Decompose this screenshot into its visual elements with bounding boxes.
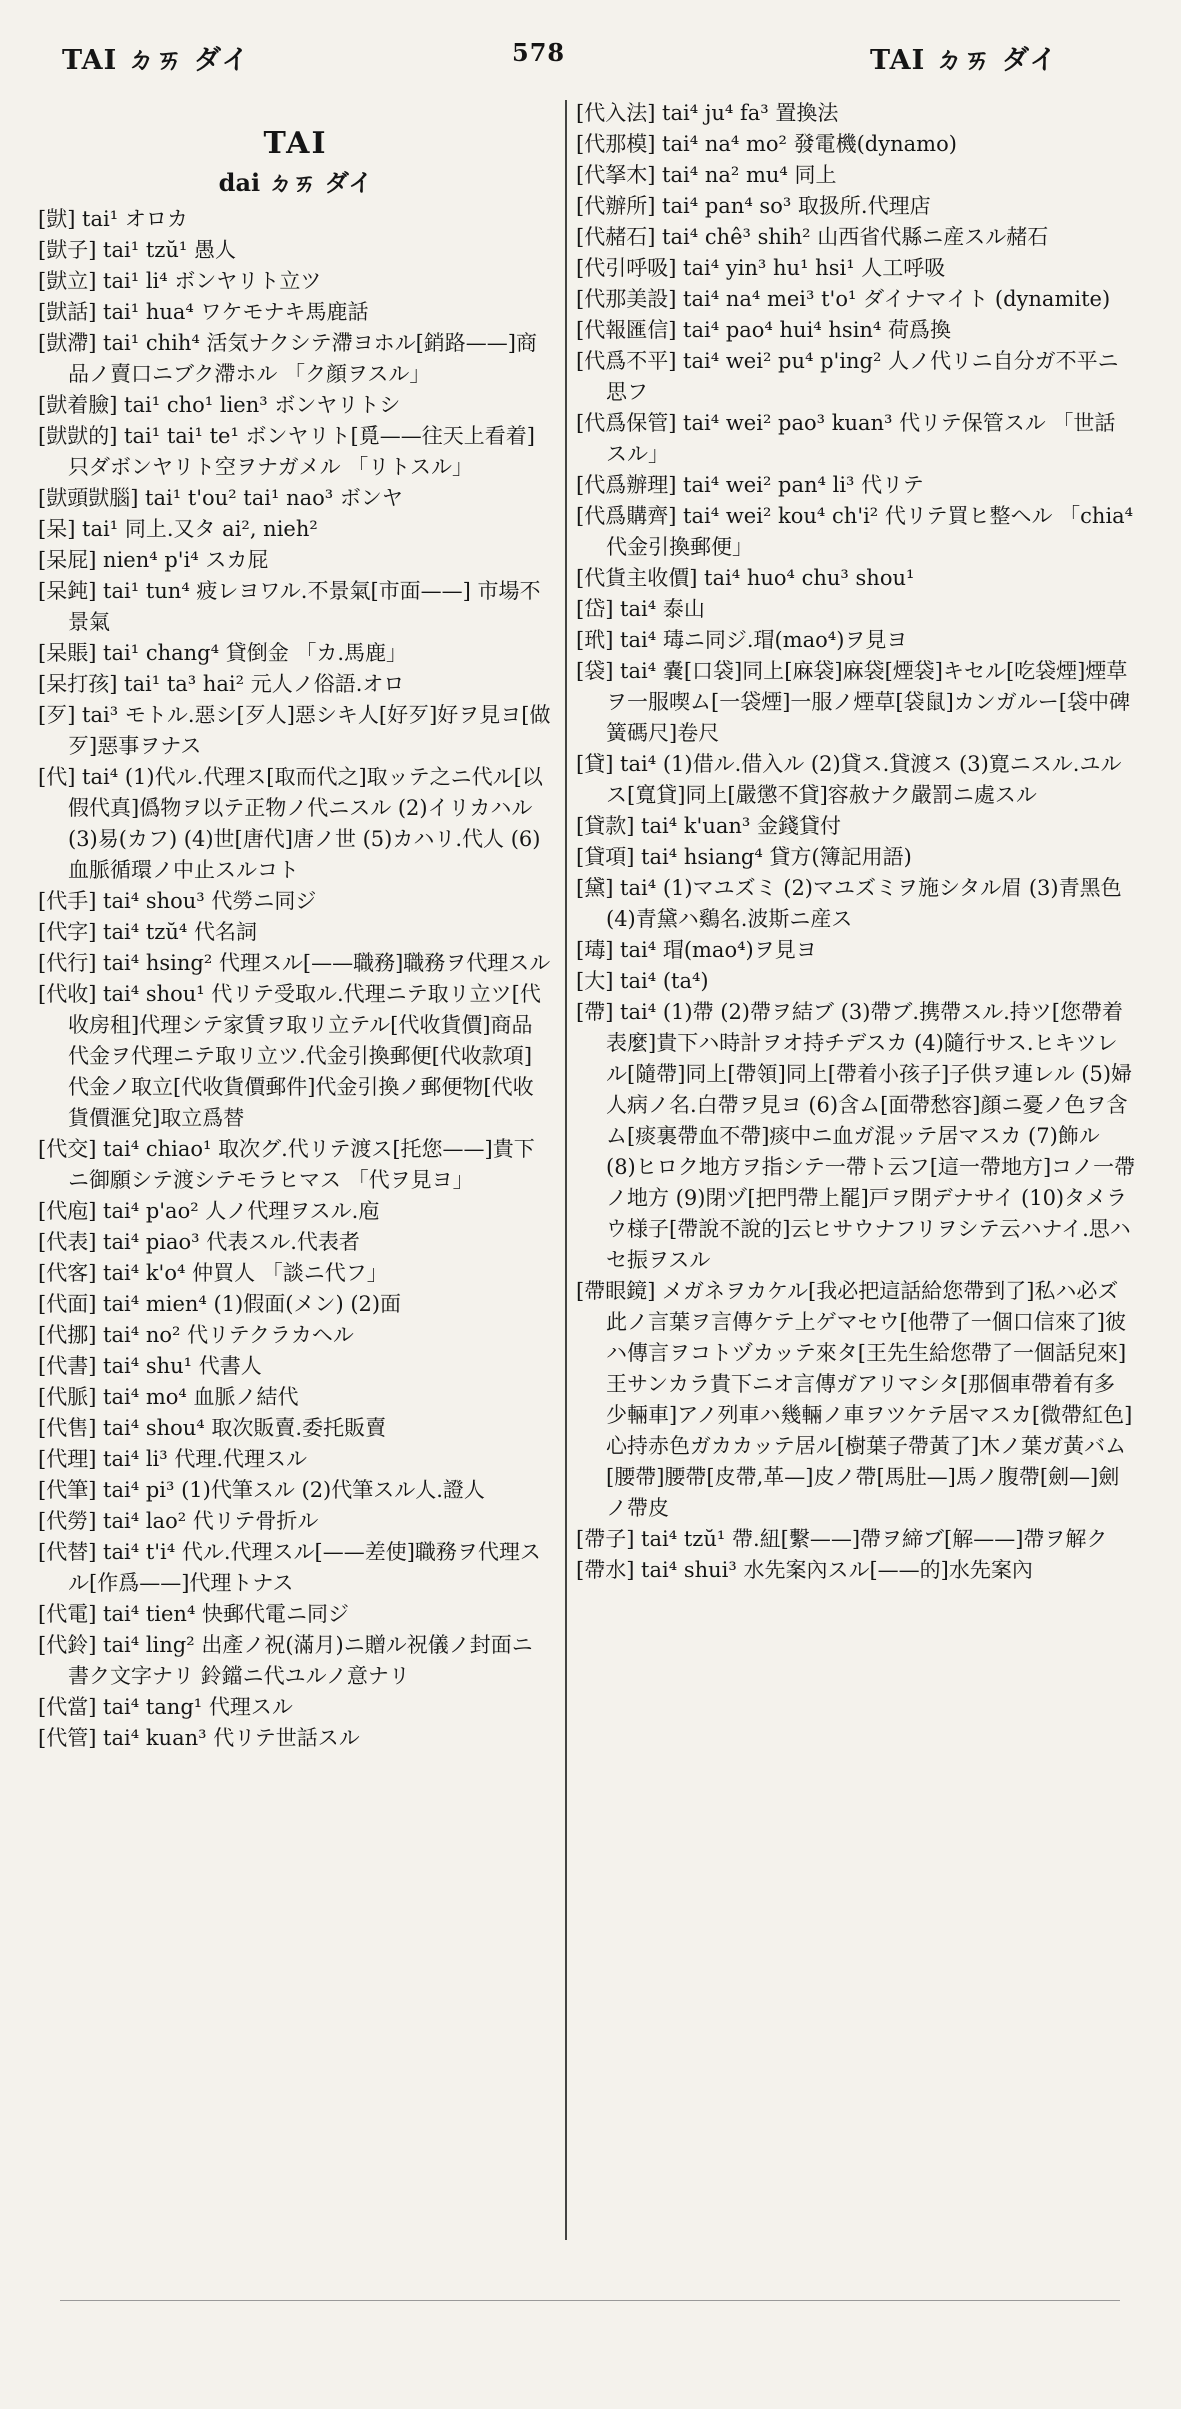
- dictionary-entry: [代庖] tai⁴ p'ao² 人ノ代理ヲスル.庖: [38, 1199, 380, 1223]
- dictionary-entry: [代筆] tai⁴ pi³ (1)代筆スル (2)代筆スル人.證人: [38, 1478, 485, 1502]
- dictionary-entry: [貸] tai⁴ (1)借ル.借入ル (2)貸ス.貸渡ス (3)寛ニスル.ユルス[寬貸]同上[嚴懲不貸]容赦ナク嚴罰ニ處スル: [576, 752, 1122, 807]
- dictionary-entry: [代售] tai⁴ shou⁴ 取次販賣.委托販賣: [38, 1416, 387, 1440]
- dictionary-entry: [代表] tai⁴ piao³ 代表スル.代表者: [38, 1230, 360, 1254]
- dictionary-entry: [代拏木] tai⁴ na² mu⁴ 同上: [576, 163, 837, 187]
- dictionary-entry: [代收] tai⁴ shou¹ 代リテ受取ル.代理ニテ取リ立ツ[代收房租]代理シテ家賃ヲ取リ立テル[代收貨價]商品代金ヲ代理ニテ取リ立ツ.代金引換郵便[代收款項]代金ノ取立[代收貨價郵件]代金引換ノ郵便物[代收貨價滙兌]取立爲替: [38, 982, 541, 1130]
- dictionary-entry: [代] tai⁴ (1)代ル.代理ス[取而代之]取ッテ之ニ代ル[以假代真]僞物ヲ以テ正物ノ代ニスル (2)イリカハル (3)易(カフ) (4)世[唐代]唐ノ世 (5)カハリ.代人 (6)血脈循環ノ中止スルコト: [38, 765, 543, 882]
- dictionary-entry: [帶] tai⁴ (1)帶 (2)帶ヲ結ブ (3)帶ブ.携帶スル.持ツ[您帶着表麼]貴下ハ時計ヲオ持チデスカ (4)隨行サス.ヒキツレル[隨帶]同上[帶領]同上[帶着小孩子]子供ヲ連レル (5)婦人病ノ名.白帶ヲ見ヨ (6)含ム[面帶愁容]顔ニ憂ノ色ヲ含ム[痰裏帶血不帶]痰中ニ血ガ混ッテ居マスカ (7)飾ル (8)ヒロク地方ヲ指シテ一帶ト云フ[這一帶地方]コノ一帶ノ地方 (9)閉ヅ[把門帶上罷]戸ヲ閉デナサイ (10)タメラウ様子[帶說不說的]云ヒサウナフリヲシテ云ハナイ.思ハセ振ヲスル: [576, 1000, 1136, 1272]
- dictionary-entry: [代爲保管] tai⁴ wei² pao³ kuan³ 代リテ保管スル 「世話スル」: [576, 411, 1116, 466]
- dictionary-entry: [呆屁] nien⁴ p'i⁴ スカ屁: [38, 548, 269, 572]
- dictionary-entry: [代管] tai⁴ kuan³ 代リテ世話スル: [38, 1726, 360, 1750]
- dictionary-entry: [獃子] tai¹ tzŭ¹ 愚人: [38, 238, 236, 262]
- left-column: [38, 122, 553, 1754]
- dictionary-entry: [獃滯] tai¹ chih⁴ 活気ナクシテ滯ヨホル[銷路——]商品ノ賣口ニブク滯ホル 「ク顔ヲスル」: [38, 331, 537, 386]
- dictionary-entry: [貸款] tai⁴ k'uan³ 金錢貸付: [576, 814, 841, 838]
- dictionary-entry: [代當] tai⁴ tang¹ 代理スル: [38, 1695, 293, 1719]
- dictionary-entry: [代貨主收價] tai⁴ huo⁴ chu³ shou¹: [576, 566, 915, 590]
- dictionary-entry: [代客] tai⁴ k'o⁴ 仲買人 「談ニ代フ」: [38, 1261, 388, 1285]
- dictionary-entry: [瑇] tai⁴ 瑁(mao⁴)ヲ見ヨ: [576, 938, 817, 962]
- dictionary-entry: [代赭石] tai⁴ chê³ shih² 山西省代縣ニ産スル赭石: [576, 225, 1049, 249]
- dictionary-entry: [呆打孩] tai¹ ta³ hai² 元人ノ俗語.オロ: [38, 672, 405, 696]
- dictionary-entry: [帶眼鏡] メガネヲカケル[我必把這話給您帶到了]私ハ必ズ此ノ言葉ヲ言傳ケテ上ゲマセウ[他帶了一個口信來了]彼ハ傳言ヲコトヅカッテ來タ[王先生給您帶了一個話兒來]王サンカラ貴下ニオ言傳ガアリマシタ[那個車帶着有多少輛車]アノ列車ハ幾輛ノ車ヲツケテ居マスカ[微帶紅色]心持赤色ガカカッテ居ル[樹葉子帶黃了]木ノ葉ガ黃バム[腰帶]腰帶[皮帶,革—]皮ノ帶[馬肚—]馬ノ腹帶[劍—]劍ノ帶皮: [576, 1279, 1133, 1520]
- dictionary-entry: [代辦所] tai⁴ pan⁴ so³ 取扱所.代理店: [576, 194, 931, 218]
- dictionary-entry: [代爲辦理] tai⁴ wei² pan⁴ li³ 代リテ: [576, 473, 924, 497]
- dictionary-entry: [歹] tai³ モトル.惡シ[歹人]惡シキ人[好歹]好ヲ見ヨ[做歹]惡事ヲナス: [38, 703, 551, 758]
- dictionary-entry: [代引呼吸] tai⁴ yin³ hu¹ hsi¹ 人工呼吸: [576, 256, 946, 280]
- dictionary-entry: [代那模] tai⁴ na⁴ mo² 發電機(dynamo): [576, 132, 957, 156]
- dictionary-entry: [代書] tai⁴ shu¹ 代書人: [38, 1354, 262, 1378]
- dictionary-entry: [代電] tai⁴ tien⁴ 快郵代電ニ同ジ: [38, 1602, 350, 1626]
- running-header-left: TAI ㄉㄞ ダイ: [62, 45, 250, 76]
- dictionary-entry: [獃頭獃腦] tai¹ t'ou² tai¹ nao³ ボンヤ: [38, 486, 403, 510]
- dictionary-entry: [獃立] tai¹ li⁴ ボンヤリト立ツ: [38, 269, 322, 293]
- column-divider: [565, 100, 567, 2240]
- dictionary-entry: [代替] tai⁴ t'i⁴ 代ル.代理スル[——差使]職務ヲ代理スル[作爲——]代理トナス: [38, 1540, 541, 1595]
- dictionary-entry: [黛] tai⁴ (1)マユズミ (2)マユズミヲ施シタル眉 (3)青黑色 (4)青黛ハ鷄名.波斯ニ産ス: [576, 876, 1122, 931]
- dictionary-entry: [帶子] tai⁴ tzŭ¹ 帶.紐[繫——]帶ヲ締ブ[解——]帶ヲ解ク: [576, 1527, 1108, 1551]
- dictionary-entry: [袋] tai⁴ 嚢[口袋]同上[麻袋]麻袋[煙袋]キセル[吃袋煙]煙草ヲ一服喫ム[一袋煙]一服ノ煙草[袋鼠]カンガルー[袋中碑簧碼尺]卷尺: [576, 659, 1130, 745]
- dictionary-entry: [代鈴] tai⁴ ling² 出產ノ祝(滿月)ニ贈ル祝儀ノ封面ニ書ク文字ナリ 鈴鐺ニ代ユルノ意ナリ: [38, 1633, 533, 1688]
- dictionary-entry: [代報匯信] tai⁴ pao⁴ hui⁴ hsin⁴ 荷爲換: [576, 318, 952, 342]
- dictionary-entry: [帶水] tai⁴ shui³ 水先案內スル[——的]水先案內: [576, 1558, 1033, 1582]
- dictionary-entry: [呆] tai¹ 同上.又タ ai², nieh²: [38, 517, 318, 541]
- dictionary-entry: [大] tai⁴ (ta⁴): [576, 969, 709, 993]
- dictionary-entry: [代那美設] tai⁴ na⁴ mei³ t'o¹ ダイナマイト (dynamite): [576, 287, 1111, 311]
- section-title: TAI: [263, 126, 328, 161]
- dictionary-entry: [獃話] tai¹ hua⁴ ワケモナキ馬鹿話: [38, 300, 369, 324]
- dictionary-entry: [岱] tai⁴ 泰山: [576, 597, 705, 621]
- right-column: [576, 98, 1136, 1586]
- dictionary-entry: [呆鈍] tai¹ tun⁴ 疲レヨワル.不景氣[市面——] 市場不景氣: [38, 579, 541, 634]
- dictionary-entry: [貸項] tai⁴ hsiang⁴ 貸方(簿記用語): [576, 845, 912, 869]
- dictionary-entry: [代手] tai⁴ shou³ 代勞ニ同ジ: [38, 889, 317, 913]
- running-header-right: TAI ㄉㄞ ダイ: [870, 45, 1058, 76]
- dictionary-entry: [代理] tai⁴ li³ 代理.代理スル: [38, 1447, 308, 1471]
- dictionary-entry: [代爲不平] tai⁴ wei² pu⁴ p'ing² 人ノ代リニ自分ガ不平ニ思フ: [576, 349, 1119, 404]
- dictionary-entry: [代交] tai⁴ chiao¹ 取次グ.代リテ渡ス[托您——]貴下ニ御願シテ渡シテモラヒマス 「代ヲ見ヨ」: [38, 1137, 535, 1192]
- section-subtitle: dai ㄉㄞ ダイ: [218, 168, 373, 197]
- dictionary-entry: [呆賬] tai¹ chang⁴ 貸倒金 「カ.馬鹿」: [38, 641, 408, 665]
- page-bottom-rule: [60, 2300, 1120, 2301]
- dictionary-entry: [代爲購齊] tai⁴ wei² kou⁴ ch'i² 代リテ買ヒ整ヘル 「chia⁴ 代金引換郵便」: [576, 504, 1134, 559]
- dictionary-entry: [代脈] tai⁴ mo⁴ 血脈ノ結代: [38, 1385, 299, 1409]
- dictionary-entry: [獃] tai¹ オロカ: [38, 207, 188, 231]
- dictionary-entry: [代面] tai⁴ mien⁴ (1)假面(メン) (2)面: [38, 1292, 402, 1316]
- dictionary-entry: [獃獃的] tai¹ tai¹ te¹ ボンヤリト[覓——往天上看着] 只ダボンヤリト空ヲナガメル 「リトスル」: [38, 424, 535, 479]
- dictionary-entry: [代行] tai⁴ hsing² 代理スル[——職務]職務ヲ代理スル: [38, 951, 551, 975]
- dictionary-entry: [代挪] tai⁴ no² 代リテクラカヘル: [38, 1323, 354, 1347]
- page-number: 578: [512, 38, 566, 67]
- dictionary-entry: [獃着臉] tai¹ cho¹ lien³ ボンヤリトシ: [38, 393, 401, 417]
- dictionary-entry: [代勞] tai⁴ lao² 代リテ骨折ル: [38, 1509, 319, 1533]
- dictionary-entry: [代字] tai⁴ tzŭ⁴ 代名詞: [38, 920, 257, 944]
- dictionary-entry: [玳] tai⁴ 瑇ニ同ジ.瑁(mao⁴)ヲ見ヨ: [576, 628, 908, 652]
- dictionary-entry: [代入法] tai⁴ ju⁴ fa³ 置換法: [576, 101, 839, 125]
